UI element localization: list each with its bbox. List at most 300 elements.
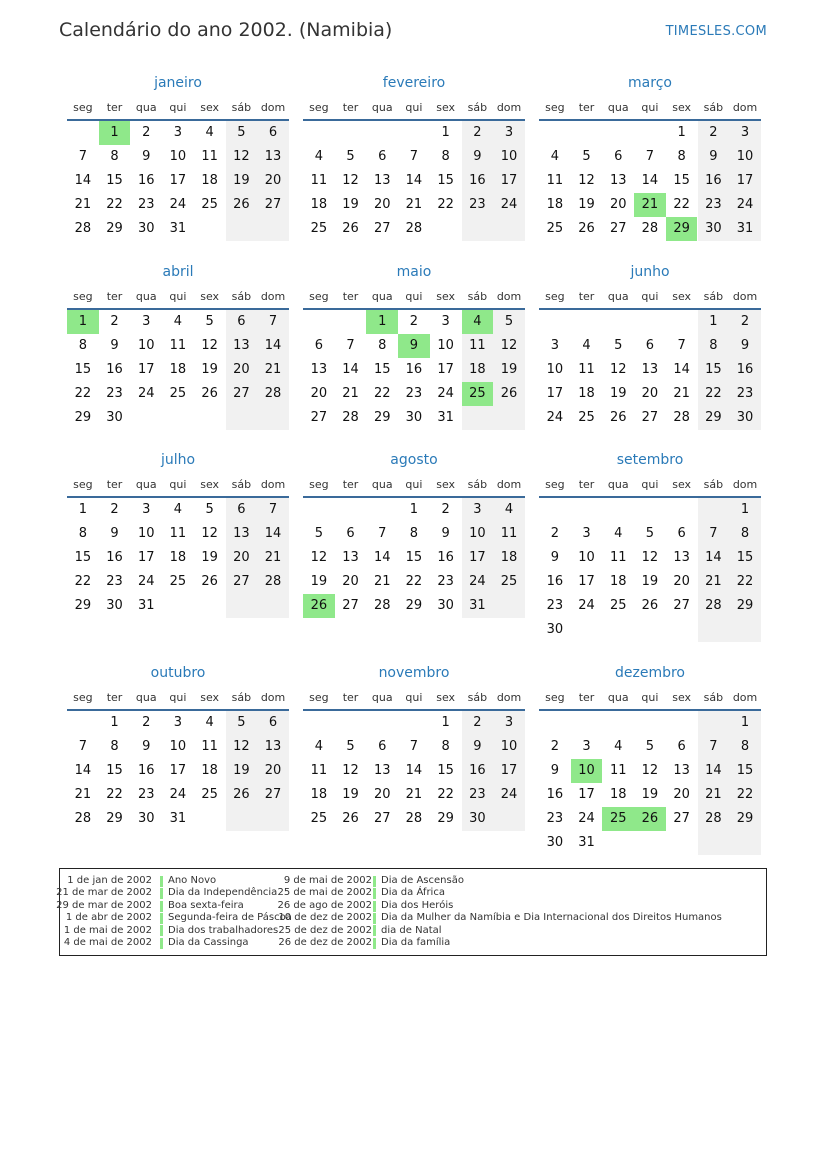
day-cell: 20 <box>673 574 690 589</box>
day-cell: 4 <box>314 739 323 754</box>
day-cell: 2 <box>409 314 419 329</box>
weekday-label: qua <box>371 290 393 303</box>
day-cell: 6 <box>346 526 355 541</box>
day-cell: 28 <box>641 221 659 236</box>
day-cell: 9 <box>110 526 119 541</box>
day-cell: 31 <box>729 217 761 241</box>
day-cell: 28 <box>257 570 289 594</box>
day-cell: 14 <box>405 173 423 188</box>
day-cell: 8 <box>698 334 730 358</box>
day-cell: 28 <box>74 221 92 236</box>
day-cell: 19 <box>578 197 595 212</box>
legend-date: 1 de jan de 2002 <box>67 875 152 886</box>
day-cell: 4 <box>550 149 559 164</box>
weekday-label: ter <box>578 478 595 491</box>
legend-holiday-name: Dia dos Heróis <box>381 899 454 911</box>
day-cell: 17 <box>493 759 525 783</box>
day-cell: 30 <box>405 410 423 425</box>
day-cell: 3 <box>142 502 151 517</box>
day-cell: 16 <box>462 759 494 783</box>
day-cell: 29 <box>106 811 123 826</box>
day-cell: 11 <box>462 334 494 358</box>
day-cell: 27 <box>257 783 289 807</box>
day-cell: 19 <box>310 574 328 589</box>
brand-link[interactable]: TIMESLES.COM <box>665 24 767 39</box>
legend-holiday-name: Dia da família <box>381 937 451 948</box>
day-cell: 30 <box>546 835 564 850</box>
day-cell: 26 <box>342 811 359 826</box>
month-name: dezembro <box>615 665 685 681</box>
day-cell: 18 <box>546 197 564 212</box>
weekday-label: dom <box>260 290 286 303</box>
day-cell: 23 <box>137 787 155 802</box>
day-cell: 15 <box>729 759 761 783</box>
day-cell: 15 <box>405 550 423 565</box>
day-cell: 1 <box>441 715 450 730</box>
weekday-label: seg <box>309 691 329 704</box>
day-cell: 17 <box>546 386 564 401</box>
day-cell: 8 <box>441 149 450 164</box>
month-name: maio <box>396 264 432 280</box>
weekday-label: sex <box>200 691 220 704</box>
day-cell: 1 <box>698 310 730 334</box>
day-cell: 17 <box>137 362 155 377</box>
day-cell: 21 <box>405 197 423 212</box>
weekday-label: qua <box>607 478 629 491</box>
day-cell: 11 <box>609 550 627 565</box>
day-cell: 1 <box>409 502 419 517</box>
day-cell: 9 <box>462 735 494 759</box>
weekday-label: qua <box>135 101 157 114</box>
day-cell: 18 <box>201 763 218 778</box>
day-cell: 1 <box>78 502 87 517</box>
day-cell: 23 <box>698 193 730 217</box>
day-cell: 7 <box>698 522 730 546</box>
day-cell: 20 <box>257 759 289 783</box>
day-cell: 18 <box>462 358 494 382</box>
day-cell: 5 <box>582 149 591 164</box>
day-cell: 28 <box>373 598 391 613</box>
day-cell: 28 <box>342 410 359 425</box>
legend-date: 4 de mai de 2002 <box>63 937 152 948</box>
weekday-label: dom <box>496 478 522 491</box>
day-cell: 25 <box>169 574 187 589</box>
day-cell: 22 <box>106 787 123 802</box>
weekday-label: dom <box>496 691 522 704</box>
weekday-label: qui <box>169 478 187 491</box>
day-cell: 11 <box>169 526 187 541</box>
day-cell: 22 <box>673 197 690 212</box>
weekday-label: seg <box>309 101 329 114</box>
day-cell: 16 <box>729 358 761 382</box>
weekday-label: qui <box>641 101 659 114</box>
weekday-label: seg <box>545 101 565 114</box>
legend-color-marker <box>373 888 376 899</box>
day-cell: 19 <box>641 574 659 589</box>
day-cell: 10 <box>462 522 494 546</box>
day-cell: 17 <box>169 763 187 778</box>
day-cell: 16 <box>106 362 123 377</box>
day-cell: 2 <box>698 121 730 145</box>
day-cell: 27 <box>226 570 258 594</box>
day-cell: 28 <box>405 221 423 236</box>
empty-weekend-cell <box>698 498 730 522</box>
day-cell: 11 <box>546 173 564 188</box>
weekday-label: dom <box>732 691 758 704</box>
day-cell: 22 <box>437 197 454 212</box>
weekday-label: sáb <box>467 478 488 491</box>
day-cell: 22 <box>74 574 92 589</box>
day-cell: 26 <box>578 221 595 236</box>
empty-weekend-cell <box>257 217 289 241</box>
day-cell: 13 <box>609 173 627 188</box>
day-cell: 29 <box>405 598 423 613</box>
legend-color-marker <box>160 938 163 949</box>
day-cell: 19 <box>641 787 659 802</box>
day-cell: 28 <box>74 811 92 826</box>
day-cell: 11 <box>493 522 525 546</box>
day-cell: 2 <box>462 711 494 735</box>
day-cell: 5 <box>493 310 525 334</box>
day-cell: 27 <box>257 193 289 217</box>
day-cell: 11 <box>609 763 627 778</box>
day-cell: 17 <box>729 169 761 193</box>
day-cell: 19 <box>342 197 359 212</box>
weekday-label: ter <box>106 101 123 114</box>
day-cell: 15 <box>106 173 123 188</box>
day-cell: 15 <box>437 173 454 188</box>
day-cell: 15 <box>373 362 391 377</box>
day-cell: 21 <box>74 197 92 212</box>
day-cell: 23 <box>729 382 761 406</box>
day-cell: 6 <box>314 338 323 353</box>
day-cell: 13 <box>673 550 690 565</box>
day-cell: 17 <box>137 550 155 565</box>
weekday-label: ter <box>578 691 595 704</box>
legend-date: 26 de ago de 2002 <box>277 899 372 911</box>
day-cell: 16 <box>462 169 494 193</box>
day-cell: 8 <box>78 526 87 541</box>
day-cell: 25 <box>310 221 328 236</box>
weekday-label: ter <box>342 478 359 491</box>
weekday-label: ter <box>342 290 359 303</box>
day-cell: 26 <box>226 193 258 217</box>
legend-date: 21 de mar de 2002 <box>56 887 152 899</box>
day-cell: 27 <box>310 410 328 425</box>
legend-holiday-name: Dia dos trabalhadores <box>168 924 279 936</box>
day-cell: 24 <box>578 598 595 613</box>
day-cell: 3 <box>173 715 183 730</box>
month-name: novembro <box>378 665 450 681</box>
day-cell: 18 <box>310 787 328 802</box>
day-cell: 1 <box>110 715 119 730</box>
holiday-day-cell: 9 <box>398 334 430 358</box>
weekday-label: qua <box>135 691 157 704</box>
day-cell: 14 <box>257 522 289 546</box>
day-cell: 2 <box>462 121 494 145</box>
day-cell: 22 <box>698 382 730 406</box>
legend-holiday-name: Dia da Cassinga <box>168 937 249 948</box>
day-cell: 30 <box>437 598 454 613</box>
holiday-day-cell: 4 <box>462 310 494 334</box>
day-cell: 20 <box>226 546 258 570</box>
weekday-header <box>303 474 525 498</box>
legend-date: 26 de dez de 2002 <box>278 937 372 948</box>
day-cell: 4 <box>582 338 591 353</box>
day-cell: 14 <box>74 173 92 188</box>
day-cell: 24 <box>578 811 595 826</box>
day-cell: 12 <box>201 526 218 541</box>
weekday-header <box>67 687 289 711</box>
weekday-header <box>67 97 289 121</box>
holiday-day-cell: 1 <box>99 121 131 145</box>
day-cell: 12 <box>310 550 328 565</box>
day-cell: 24 <box>137 386 155 401</box>
day-cell: 23 <box>137 197 155 212</box>
day-cell: 21 <box>257 546 289 570</box>
day-cell: 7 <box>409 739 419 754</box>
month-name: fevereiro <box>382 75 446 91</box>
weekday-label: qui <box>405 290 423 303</box>
weekday-label: sex <box>672 290 692 303</box>
weekday-label: sáb <box>703 290 724 303</box>
weekday-label: sex <box>436 101 456 114</box>
weekday-label: sáb <box>231 290 252 303</box>
weekday-label: dom <box>732 101 758 114</box>
day-cell: 11 <box>310 173 328 188</box>
weekday-label: ter <box>106 290 123 303</box>
day-cell: 2 <box>110 502 119 517</box>
day-cell: 12 <box>342 763 359 778</box>
day-cell: 3 <box>441 314 450 329</box>
legend-holiday-name: Dia da África <box>381 887 445 899</box>
day-cell: 29 <box>106 221 123 236</box>
day-cell: 19 <box>201 550 218 565</box>
weekday-label: seg <box>545 691 565 704</box>
day-cell: 8 <box>409 526 419 541</box>
day-cell: 2 <box>729 310 761 334</box>
day-cell: 16 <box>106 550 123 565</box>
day-cell: 3 <box>142 314 151 329</box>
day-cell: 12 <box>342 173 359 188</box>
day-cell: 26 <box>201 574 218 589</box>
day-cell: 6 <box>257 711 289 735</box>
day-cell: 5 <box>346 739 355 754</box>
day-cell: 21 <box>373 574 391 589</box>
weekday-label: sex <box>436 691 456 704</box>
day-cell: 19 <box>226 759 258 783</box>
day-cell: 22 <box>729 570 761 594</box>
day-cell: 24 <box>169 197 187 212</box>
legend-date: 1 de mai de 2002 <box>63 924 152 936</box>
weekday-label: seg <box>545 478 565 491</box>
weekday-label: sáb <box>231 691 252 704</box>
day-cell: 23 <box>462 783 494 807</box>
empty-weekend-cell <box>698 711 730 735</box>
month-name: agosto <box>390 452 438 468</box>
weekday-label: dom <box>732 478 758 491</box>
empty-weekend-cell <box>257 594 289 618</box>
day-cell: 11 <box>201 149 218 164</box>
day-cell: 25 <box>169 386 187 401</box>
day-cell: 27 <box>226 382 258 406</box>
day-cell: 10 <box>437 338 454 353</box>
day-cell: 10 <box>493 735 525 759</box>
day-cell: 7 <box>409 149 419 164</box>
weekday-label: dom <box>496 101 522 114</box>
day-cell: 26 <box>226 783 258 807</box>
day-cell: 23 <box>546 598 564 613</box>
day-cell: 3 <box>493 711 525 735</box>
day-cell: 17 <box>169 173 187 188</box>
legend-holiday-name: Dia da Independência <box>168 887 278 899</box>
legend-date: 1 de abr de 2002 <box>65 912 152 924</box>
weekday-header <box>539 97 761 121</box>
day-cell: 16 <box>546 574 564 589</box>
legend-holiday-name: Segunda-feira de Páscoa <box>168 912 292 924</box>
day-cell: 21 <box>342 386 359 401</box>
day-cell: 27 <box>373 221 391 236</box>
day-cell: 17 <box>437 362 454 377</box>
weekday-label: dom <box>260 691 286 704</box>
day-cell: 30 <box>106 598 123 613</box>
holiday-day-cell: 21 <box>634 193 666 217</box>
day-cell: 14 <box>342 362 359 377</box>
weekday-label: sáb <box>703 478 724 491</box>
day-cell: 24 <box>546 410 564 425</box>
day-cell: 10 <box>137 526 155 541</box>
day-cell: 2 <box>441 502 450 517</box>
day-cell: 22 <box>373 386 391 401</box>
weekday-header <box>539 687 761 711</box>
day-cell: 23 <box>437 574 454 589</box>
weekday-label: qua <box>371 101 393 114</box>
legend-date: 25 de mai de 2002 <box>277 887 372 899</box>
day-cell: 11 <box>310 763 328 778</box>
day-cell: 15 <box>698 358 730 382</box>
day-cell: 20 <box>641 386 659 401</box>
weekday-header <box>303 687 525 711</box>
empty-weekend-cell <box>226 217 258 241</box>
day-cell: 13 <box>257 735 289 759</box>
day-cell: 25 <box>493 570 525 594</box>
day-cell: 23 <box>462 193 494 217</box>
holiday-day-cell: 1 <box>67 310 99 334</box>
day-cell: 28 <box>698 807 730 831</box>
day-cell: 9 <box>110 338 119 353</box>
day-cell: 3 <box>729 121 761 145</box>
weekday-label: sáb <box>467 101 488 114</box>
day-cell: 9 <box>698 145 730 169</box>
weekday-label: qua <box>371 478 393 491</box>
legend-color-marker <box>373 913 376 924</box>
day-cell: 8 <box>441 739 450 754</box>
day-cell: 18 <box>578 386 595 401</box>
empty-weekend-cell <box>462 217 494 241</box>
day-cell: 16 <box>405 362 423 377</box>
empty-weekend-cell <box>729 831 761 855</box>
weekday-label: qua <box>135 290 157 303</box>
day-cell: 30 <box>137 221 155 236</box>
day-cell: 6 <box>226 310 258 334</box>
weekday-label: qui <box>641 478 659 491</box>
weekday-label: sex <box>672 691 692 704</box>
weekday-label: sex <box>436 290 456 303</box>
holiday-legend <box>56 868 767 956</box>
day-cell: 12 <box>641 763 659 778</box>
empty-weekend-cell <box>257 807 289 831</box>
day-cell: 7 <box>78 739 87 754</box>
weekday-header <box>303 286 525 310</box>
month-name: março <box>628 75 672 91</box>
day-cell: 8 <box>110 739 119 754</box>
weekday-label: seg <box>309 478 329 491</box>
day-cell: 5 <box>346 149 355 164</box>
day-cell: 19 <box>493 358 525 382</box>
day-cell: 25 <box>609 598 627 613</box>
day-cell: 9 <box>729 334 761 358</box>
weekday-label: qui <box>405 101 423 114</box>
legend-color-marker <box>373 938 376 949</box>
day-cell: 10 <box>578 550 595 565</box>
day-cell: 2 <box>142 715 151 730</box>
day-cell: 6 <box>645 338 655 353</box>
day-cell: 4 <box>614 739 623 754</box>
day-cell: 14 <box>698 759 730 783</box>
day-cell: 24 <box>462 570 494 594</box>
legend-holiday-name: Ano Novo <box>168 875 217 886</box>
legend-color-marker <box>373 901 376 912</box>
day-cell: 8 <box>78 338 87 353</box>
weekday-label: sáb <box>467 290 488 303</box>
day-cell: 27 <box>609 221 627 236</box>
day-cell: 14 <box>673 362 690 377</box>
weekday-label: dom <box>496 290 522 303</box>
day-cell: 9 <box>142 149 151 164</box>
day-cell: 26 <box>609 410 627 425</box>
day-cell: 15 <box>74 362 92 377</box>
day-cell: 2 <box>110 314 119 329</box>
holiday-day-cell: 26 <box>303 594 335 618</box>
day-cell: 20 <box>609 197 627 212</box>
day-cell: 1 <box>729 711 761 735</box>
day-cell: 31 <box>578 835 595 850</box>
weekday-label: sex <box>200 478 220 491</box>
day-cell: 26 <box>641 598 659 613</box>
day-cell: 2 <box>550 739 559 754</box>
day-cell: 3 <box>462 498 494 522</box>
day-cell: 21 <box>257 358 289 382</box>
empty-weekend-cell <box>226 406 258 430</box>
day-cell: 29 <box>437 811 454 826</box>
weekday-label: qui <box>405 691 423 704</box>
day-cell: 3 <box>582 526 591 541</box>
day-cell: 14 <box>74 763 92 778</box>
legend-date: 25 de dez de 2002 <box>278 924 372 936</box>
weekday-label: seg <box>73 691 93 704</box>
day-cell: 13 <box>373 763 391 778</box>
weekday-label: sáb <box>467 691 488 704</box>
weekday-label: seg <box>309 290 329 303</box>
weekday-label: sex <box>672 101 692 114</box>
day-cell: 28 <box>698 594 730 618</box>
day-cell: 6 <box>378 149 387 164</box>
legend-holiday-name: dia de Natal <box>381 924 442 936</box>
weekday-label: dom <box>260 478 286 491</box>
day-cell: 23 <box>546 811 564 826</box>
day-cell: 13 <box>641 362 659 377</box>
day-cell: 24 <box>493 193 525 217</box>
